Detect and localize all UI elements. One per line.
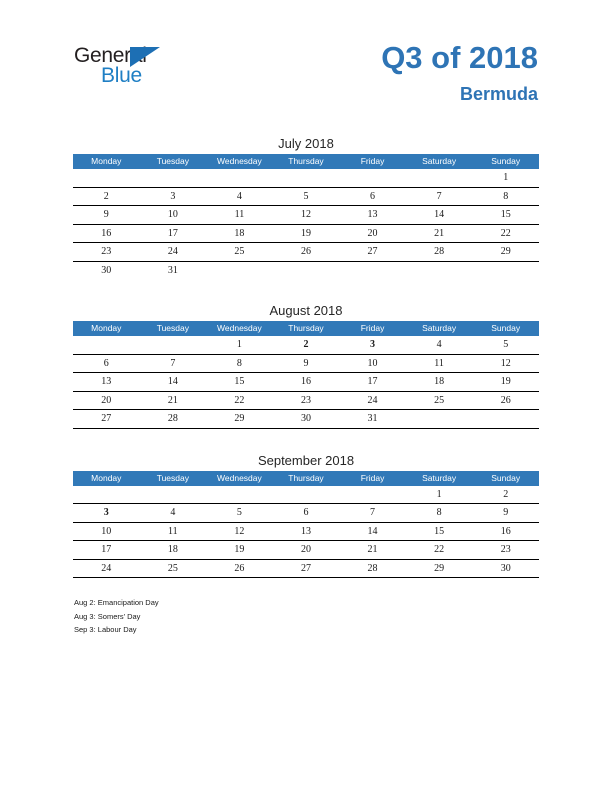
day-cell-empty — [339, 169, 406, 187]
page-title: Q3 of 2018 — [381, 40, 538, 75]
day-cell[interactable]: 6 — [73, 354, 140, 373]
day-cell[interactable]: 11 — [406, 354, 473, 373]
day-cell[interactable]: 6 — [273, 504, 340, 523]
day-cell[interactable]: 30 — [101, 264, 112, 276]
weekday-header-saturday: Saturday — [406, 321, 473, 336]
day-cell[interactable]: 29 — [406, 559, 473, 578]
day-cell-empty — [73, 169, 140, 187]
day-cell[interactable]: 15 — [406, 522, 473, 541]
weekday-header-saturday: Saturday — [406, 154, 473, 169]
day-cell[interactable]: 25 — [206, 243, 273, 262]
weekday-header-thursday: Thursday — [273, 154, 340, 169]
weekday-header-tuesday: Tuesday — [140, 154, 207, 169]
month-title: September 2018 — [257, 452, 355, 468]
day-cell-empty — [73, 486, 140, 504]
day-cell[interactable]: 4 — [406, 336, 473, 354]
day-cell[interactable]: 14 — [140, 373, 207, 392]
day-cell[interactable]: 22 — [472, 224, 539, 243]
day-cell[interactable]: 3 — [140, 187, 207, 206]
weekday-header-friday: Friday — [339, 471, 406, 486]
day-cell[interactable]: 20 — [273, 541, 340, 560]
day-cell[interactable]: 30 — [472, 559, 539, 578]
week-row — [73, 354, 539, 373]
day-cell[interactable]: 9 — [273, 354, 340, 373]
day-cell-empty — [206, 261, 273, 279]
day-cell[interactable]: 27 — [73, 410, 140, 429]
day-cell[interactable]: 17 — [140, 224, 207, 243]
weekday-header-friday: Friday — [339, 321, 406, 336]
day-cell[interactable]: 30 — [273, 410, 340, 429]
day-cell-holiday[interactable]: 3 — [73, 504, 140, 523]
weekday-header-wednesday: Wednesday — [206, 321, 273, 336]
day-cell[interactable]: 4 — [206, 187, 273, 206]
day-cell[interactable]: 2 — [472, 486, 539, 504]
weekday-header-friday: Friday — [339, 154, 406, 169]
day-cell[interactable]: 7 — [140, 354, 207, 373]
day-cell[interactable]: 27 — [339, 243, 406, 262]
day-cell[interactable]: 28 — [140, 410, 207, 429]
weekday-header-thursday: Thursday — [273, 471, 340, 486]
day-cell[interactable]: 10 — [73, 522, 140, 541]
day-cell[interactable]: 9 — [472, 504, 539, 523]
day-cell-empty — [339, 486, 406, 504]
calendar-months — [73, 134, 539, 600]
day-cell[interactable]: 26 — [273, 243, 340, 262]
brand-name-blue: Blue — [101, 64, 142, 87]
weekday-header-row — [73, 321, 539, 336]
day-cell[interactable]: 7 — [339, 504, 406, 523]
week-row — [73, 224, 539, 243]
day-cell[interactable]: 23 — [273, 391, 340, 410]
day-cell[interactable]: 22 — [406, 541, 473, 560]
day-cell[interactable]: 18 — [140, 541, 207, 560]
day-cell[interactable]: 26 — [472, 391, 539, 410]
day-cell-empty — [339, 261, 406, 279]
day-cell[interactable]: 5 — [472, 336, 539, 354]
day-cell[interactable]: 15 — [472, 206, 539, 225]
weekday-header-sunday: Sunday — [472, 154, 539, 169]
day-cell[interactable]: 25 — [140, 559, 207, 578]
day-cell[interactable]: 21 — [339, 541, 406, 560]
day-cell[interactable]: 19 — [273, 224, 340, 243]
weekday-header-sunday: Sunday — [472, 471, 539, 486]
weekday-header-row — [73, 154, 539, 169]
day-cell-empty — [206, 169, 273, 187]
day-cell[interactable]: 16 — [472, 522, 539, 541]
day-cell[interactable]: 13 — [73, 373, 140, 392]
day-cell[interactable]: 8 — [406, 504, 473, 523]
day-cell[interactable]: 18 — [206, 224, 273, 243]
day-cell[interactable]: 24 — [339, 391, 406, 410]
day-cell[interactable]: 20 — [339, 224, 406, 243]
day-cell[interactable]: 23 — [73, 243, 140, 262]
week-row — [73, 559, 539, 578]
day-cell[interactable]: 26 — [206, 559, 273, 578]
day-cell[interactable]: 14 — [406, 206, 473, 225]
day-cell-empty — [406, 169, 473, 187]
week-row — [73, 243, 539, 262]
day-cell[interactable]: 5 — [273, 187, 340, 206]
day-cell[interactable]: 16 — [273, 373, 340, 392]
day-cell[interactable]: 6 — [339, 187, 406, 206]
day-cell-empty — [73, 336, 140, 354]
calendar-table — [73, 471, 539, 579]
weekday-header-wednesday: Wednesday — [206, 154, 273, 169]
weekday-header-sunday: Sunday — [472, 321, 539, 336]
day-cell[interactable]: 17 — [339, 373, 406, 392]
day-cell[interactable]: 29 — [472, 243, 539, 262]
week-row — [73, 504, 539, 523]
weekday-header-saturday: Saturday — [406, 471, 473, 486]
title-block — [381, 40, 538, 105]
day-cell-empty — [406, 261, 473, 279]
day-cell[interactable]: 13 — [273, 522, 340, 541]
day-cell[interactable]: 1 — [406, 486, 473, 504]
day-cell[interactable]: 7 — [406, 187, 473, 206]
day-cell[interactable]: 25 — [406, 391, 473, 410]
day-cell[interactable]: 2 — [73, 187, 140, 206]
week-row — [73, 410, 539, 429]
day-cell[interactable]: 15 — [206, 373, 273, 392]
holiday-note: Aug 2: Emancipation Day — [74, 598, 159, 607]
day-cell[interactable]: 21 — [406, 224, 473, 243]
day-cell[interactable]: 1 — [472, 169, 539, 187]
day-cell[interactable]: 29 — [206, 410, 273, 429]
day-cell[interactable]: 28 — [339, 559, 406, 578]
day-cell[interactable]: 16 — [73, 224, 140, 243]
day-cell[interactable]: 8 — [206, 354, 273, 373]
calendar-table — [73, 321, 539, 429]
day-cell-empty — [472, 261, 539, 279]
week-row — [73, 373, 539, 392]
week-row — [73, 261, 539, 279]
brand-name-general: General — [74, 44, 147, 67]
day-cell[interactable]: 17 — [73, 541, 140, 560]
week-row — [73, 336, 539, 354]
day-cell[interactable]: 11 — [206, 206, 273, 225]
week-row — [73, 486, 539, 504]
day-cell-holiday[interactable]: 3 — [339, 336, 406, 354]
holiday-notes — [74, 596, 159, 637]
week-row — [73, 522, 539, 541]
day-cell[interactable]: 18 — [406, 373, 473, 392]
day-cell[interactable]: 14 — [339, 522, 406, 541]
day-cell-empty — [273, 486, 340, 504]
day-cell[interactable]: 1 — [206, 336, 273, 354]
weekday-header-tuesday: Tuesday — [140, 321, 207, 336]
day-cell[interactable]: 13 — [339, 206, 406, 225]
week-row — [73, 206, 539, 225]
weekday-header-monday: Monday — [73, 321, 140, 336]
day-cell[interactable]: 10 — [140, 206, 207, 225]
holiday-note: Sep 3: Labour Day — [74, 625, 137, 634]
day-cell[interactable]: 20 — [73, 391, 140, 410]
weekday-header-row — [73, 471, 539, 486]
weekday-header-monday: Monday — [73, 154, 140, 169]
day-cell[interactable]: 8 — [472, 187, 539, 206]
day-cell[interactable]: 23 — [472, 541, 539, 560]
calendar-table — [73, 154, 539, 279]
day-cell-empty — [206, 486, 273, 504]
month-block — [73, 301, 539, 429]
day-cell[interactable]: 22 — [206, 391, 273, 410]
brand-logo — [74, 44, 194, 90]
month-block — [73, 451, 539, 579]
month-title: July 2018 — [278, 136, 334, 151]
day-cell-empty — [273, 169, 340, 187]
week-row — [73, 169, 539, 187]
day-cell-empty — [140, 486, 207, 504]
day-cell[interactable]: 24 — [73, 559, 140, 578]
weekday-header-tuesday: Tuesday — [140, 471, 207, 486]
day-cell[interactable]: 19 — [206, 541, 273, 560]
day-cell[interactable]: 24 — [140, 243, 207, 262]
day-cell-empty — [140, 336, 207, 354]
weekday-header-thursday: Thursday — [273, 321, 340, 336]
day-cell-empty — [472, 410, 539, 429]
day-cell[interactable]: 19 — [472, 373, 539, 392]
day-cell-empty — [273, 261, 340, 279]
day-cell[interactable]: 12 — [472, 354, 539, 373]
day-cell[interactable]: 28 — [406, 243, 473, 262]
month-title: August 2018 — [269, 303, 343, 318]
day-cell[interactable]: 27 — [273, 559, 340, 578]
day-cell[interactable]: 12 — [206, 522, 273, 541]
weekday-header-monday: Monday — [73, 471, 140, 486]
holiday-note: Aug 3: Somers’ Day — [74, 611, 141, 621]
day-cell[interactable]: 10 — [339, 354, 406, 373]
month-block — [73, 134, 539, 279]
day-cell[interactable]: 12 — [273, 206, 340, 225]
day-cell[interactable]: 21 — [140, 391, 207, 410]
week-row — [73, 541, 539, 560]
day-cell-empty — [406, 410, 473, 429]
day-cell-empty — [140, 169, 207, 187]
day-cell[interactable]: 4 — [140, 504, 207, 523]
day-cell-holiday[interactable]: 2 — [273, 336, 340, 354]
week-row — [73, 187, 539, 206]
day-cell[interactable]: 31 — [339, 410, 406, 429]
day-cell[interactable]: 31 — [167, 264, 178, 276]
page-header — [0, 0, 612, 125]
week-row — [73, 391, 539, 410]
weekday-header-wednesday: Wednesday — [206, 471, 273, 486]
country-subtitle: Bermuda — [459, 84, 538, 104]
day-cell[interactable]: 9 — [73, 206, 140, 225]
day-cell[interactable]: 5 — [206, 504, 273, 523]
day-cell[interactable]: 11 — [140, 522, 207, 541]
